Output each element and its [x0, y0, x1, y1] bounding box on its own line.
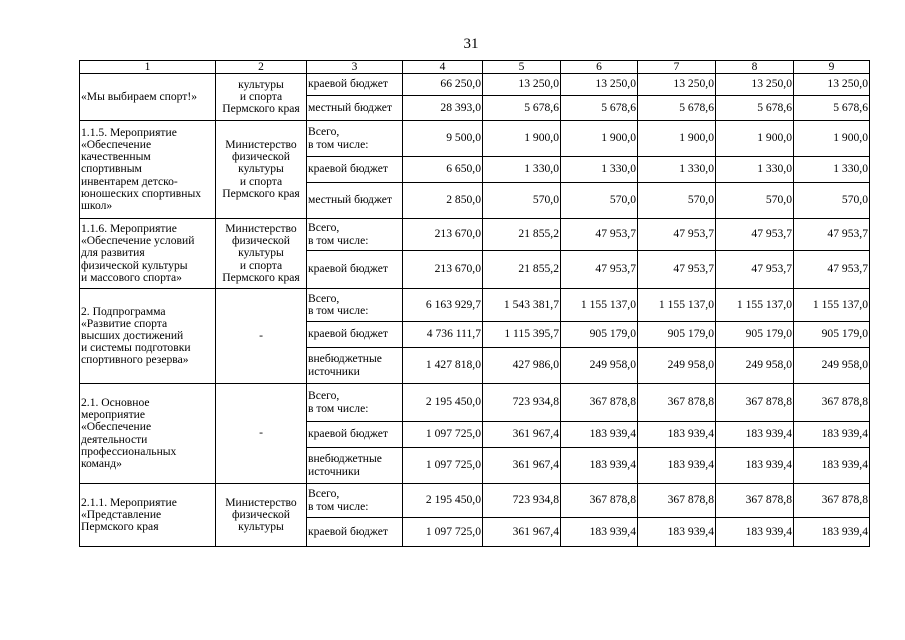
funding-source: Всего, в том числе: — [308, 125, 369, 151]
program-name: 2.1. Основное мероприятие «Обеспечение деятельности профессиональных команд» — [81, 396, 177, 470]
funding-source: Всего, в том числе: — [308, 291, 369, 318]
table-row — [80, 219, 870, 251]
amount-cell: 1 155 137,0 — [794, 289, 870, 322]
program-name-cell — [80, 289, 216, 384]
amount-cell: 570,0 — [561, 183, 638, 219]
amount-cell: 5 678,6 — [483, 96, 561, 121]
funding-source: местный бюджет — [308, 100, 393, 114]
amount-cell: 723 934,8 — [483, 484, 561, 518]
column-number: 3 — [307, 61, 403, 74]
program-name-cell — [80, 74, 216, 121]
amount-cell: 1 543 381,7 — [483, 289, 561, 322]
funding-source-cell — [307, 251, 403, 289]
amount-cell: 5 678,6 — [561, 96, 638, 121]
amount-cell: 47 953,7 — [561, 219, 638, 251]
program-name-cell — [80, 484, 216, 547]
amount-cell: 367 878,8 — [561, 484, 638, 518]
amount-cell: 2 195 450,0 — [403, 384, 483, 422]
amount-cell: 1 900,0 — [561, 121, 638, 157]
executor: - — [259, 328, 263, 342]
amount-cell: 1 097 725,0 — [403, 422, 483, 448]
amount-cell: 361 967,4 — [483, 422, 561, 448]
amount-cell: 213 670,0 — [403, 219, 483, 251]
amount-cell: 183 939,4 — [561, 518, 638, 547]
column-number: 5 — [483, 61, 561, 74]
amount-cell: 13 250,0 — [638, 74, 716, 96]
executor: Министерство физической культуры и спорта Пермского края — [222, 222, 300, 284]
amount-cell: 47 953,7 — [716, 251, 794, 289]
program-name: 1.1.5. Мероприятие «Обеспечение качественным спортивным инвентарем детско- юношеских спортивных школ» — [81, 125, 202, 212]
program-name: 2. Подпрограмма «Развитие спорта высших достижений и системы подготовки спортивного резерва» — [81, 304, 191, 367]
amount-cell: 183 939,4 — [794, 518, 870, 547]
amount-cell: 1 330,0 — [716, 157, 794, 183]
funding-source: местный бюджет — [308, 193, 393, 207]
amount-cell: 28 393,0 — [403, 96, 483, 121]
funding-source-cell — [307, 448, 403, 484]
amount-cell: 66 250,0 — [403, 74, 483, 96]
funding-source: Всего, в том числе: — [308, 487, 369, 513]
funding-source: краевой бюджет — [308, 327, 388, 341]
amount-cell: 249 958,0 — [561, 348, 638, 384]
program-name: 1.1.6. Мероприятие «Обеспечение условий для развития физической культуры и массового спорта» — [81, 222, 195, 284]
funding-source: краевой бюджет — [308, 77, 388, 91]
amount-cell: 183 939,4 — [561, 422, 638, 448]
amount-cell: 1 900,0 — [794, 121, 870, 157]
executor-cell — [216, 484, 307, 547]
executor: - — [259, 426, 263, 440]
funding-source-cell — [307, 289, 403, 322]
funding-source-cell — [307, 74, 403, 96]
program-name-cell — [80, 219, 216, 289]
amount-cell: 367 878,8 — [638, 484, 716, 518]
amount-cell: 183 939,4 — [638, 422, 716, 448]
executor: Министерство физической культуры — [225, 495, 297, 534]
funding-source: краевой бюджет — [308, 427, 388, 441]
funding-source: Всего, в том числе: — [308, 221, 369, 247]
amount-cell: 183 939,4 — [716, 448, 794, 484]
budget-table — [79, 60, 870, 547]
funding-source-cell — [307, 322, 403, 348]
funding-source-cell — [307, 121, 403, 157]
amount-cell: 1 427 818,0 — [403, 348, 483, 384]
funding-source-cell — [307, 96, 403, 121]
amount-cell: 1 900,0 — [483, 121, 561, 157]
amount-cell: 367 878,8 — [716, 484, 794, 518]
amount-cell: 905 179,0 — [794, 322, 870, 348]
amount-cell: 183 939,4 — [716, 518, 794, 547]
executor-cell — [216, 384, 307, 484]
column-number: 1 — [80, 61, 216, 74]
amount-cell: 361 967,4 — [483, 518, 561, 547]
funding-source-cell — [307, 348, 403, 384]
funding-source-cell — [307, 157, 403, 183]
table-row — [80, 384, 870, 422]
funding-source-cell — [307, 484, 403, 518]
amount-cell: 2 850,0 — [403, 183, 483, 219]
funding-source-cell — [307, 422, 403, 448]
column-number: 6 — [561, 61, 638, 74]
amount-cell: 723 934,8 — [483, 384, 561, 422]
executor: Министерство физической культуры и спорта Пермского края — [222, 138, 300, 200]
amount-cell: 905 179,0 — [716, 322, 794, 348]
page-number: 31 — [463, 36, 479, 52]
column-number: 7 — [638, 61, 716, 74]
column-number: 4 — [403, 61, 483, 74]
amount-cell: 570,0 — [483, 183, 561, 219]
amount-cell: 213 670,0 — [403, 251, 483, 289]
amount-cell: 21 855,2 — [483, 219, 561, 251]
amount-cell: 47 953,7 — [716, 219, 794, 251]
amount-cell: 361 967,4 — [483, 448, 561, 484]
amount-cell: 1 330,0 — [794, 157, 870, 183]
amount-cell: 570,0 — [716, 183, 794, 219]
table-row — [80, 121, 870, 157]
column-number: 8 — [716, 61, 794, 74]
program-name-cell — [80, 384, 216, 484]
amount-cell: 47 953,7 — [638, 251, 716, 289]
executor: культуры и спорта Пермского края — [222, 77, 300, 116]
executor-cell — [216, 289, 307, 384]
amount-cell: 367 878,8 — [561, 384, 638, 422]
program-name: 2.1.1. Мероприятие «Представление Пермского края — [81, 495, 177, 534]
amount-cell: 427 986,0 — [483, 348, 561, 384]
amount-cell: 47 953,7 — [638, 219, 716, 251]
amount-cell: 1 900,0 — [638, 121, 716, 157]
amount-cell: 47 953,7 — [561, 251, 638, 289]
amount-cell: 367 878,8 — [794, 384, 870, 422]
column-number-row — [80, 61, 870, 74]
table-row — [80, 289, 870, 322]
amount-cell: 367 878,8 — [794, 484, 870, 518]
amount-cell: 5 678,6 — [794, 96, 870, 121]
amount-cell: 1 330,0 — [638, 157, 716, 183]
amount-cell: 9 500,0 — [403, 121, 483, 157]
funding-source-cell — [307, 183, 403, 219]
amount-cell: 21 855,2 — [483, 251, 561, 289]
amount-cell: 1 155 137,0 — [716, 289, 794, 322]
funding-source-cell — [307, 384, 403, 422]
amount-cell: 1 097 725,0 — [403, 518, 483, 547]
amount-cell: 249 958,0 — [716, 348, 794, 384]
amount-cell: 5 678,6 — [638, 96, 716, 121]
amount-cell: 1 155 137,0 — [561, 289, 638, 322]
amount-cell: 6 650,0 — [403, 157, 483, 183]
amount-cell: 13 250,0 — [794, 74, 870, 96]
amount-cell: 367 878,8 — [716, 384, 794, 422]
executor-cell — [216, 219, 307, 289]
amount-cell: 570,0 — [638, 183, 716, 219]
funding-source: краевой бюджет — [308, 162, 388, 176]
amount-cell: 6 163 929,7 — [403, 289, 483, 322]
column-number: 9 — [794, 61, 870, 74]
amount-cell: 183 939,4 — [794, 448, 870, 484]
executor-cell — [216, 121, 307, 219]
program-name: «Мы выбираем спорт!» — [81, 89, 197, 103]
amount-cell: 249 958,0 — [638, 348, 716, 384]
amount-cell: 183 939,4 — [638, 448, 716, 484]
amount-cell: 183 939,4 — [638, 518, 716, 547]
funding-source: Всего, в том числе: — [308, 389, 369, 415]
funding-source-cell — [307, 219, 403, 251]
amount-cell: 1 330,0 — [561, 157, 638, 183]
funding-source-cell — [307, 518, 403, 547]
amount-cell: 1 900,0 — [716, 121, 794, 157]
amount-cell: 249 958,0 — [794, 348, 870, 384]
amount-cell: 367 878,8 — [638, 384, 716, 422]
amount-cell: 5 678,6 — [716, 96, 794, 121]
amount-cell: 905 179,0 — [638, 322, 716, 348]
funding-source: внебюджетные источники — [308, 452, 382, 478]
amount-cell: 13 250,0 — [561, 74, 638, 96]
funding-source: внебюджетные источники — [308, 352, 382, 378]
amount-cell: 183 939,4 — [794, 422, 870, 448]
table-row — [80, 74, 870, 96]
amount-cell: 2 195 450,0 — [403, 484, 483, 518]
table-row — [80, 484, 870, 518]
amount-cell: 47 953,7 — [794, 251, 870, 289]
amount-cell: 13 250,0 — [716, 74, 794, 96]
amount-cell: 1 097 725,0 — [403, 448, 483, 484]
funding-source: краевой бюджет — [308, 262, 388, 276]
amount-cell: 1 330,0 — [483, 157, 561, 183]
funding-source: краевой бюджет — [308, 524, 388, 538]
amount-cell: 183 939,4 — [561, 448, 638, 484]
executor-cell — [216, 74, 307, 121]
amount-cell: 1 155 137,0 — [638, 289, 716, 322]
amount-cell: 1 115 395,7 — [483, 322, 561, 348]
amount-cell: 905 179,0 — [561, 322, 638, 348]
column-number: 2 — [216, 61, 307, 74]
program-name-cell — [80, 121, 216, 219]
amount-cell: 4 736 111,7 — [403, 322, 483, 348]
amount-cell: 13 250,0 — [483, 74, 561, 96]
amount-cell: 47 953,7 — [794, 219, 870, 251]
amount-cell: 183 939,4 — [716, 422, 794, 448]
amount-cell: 570,0 — [794, 183, 870, 219]
